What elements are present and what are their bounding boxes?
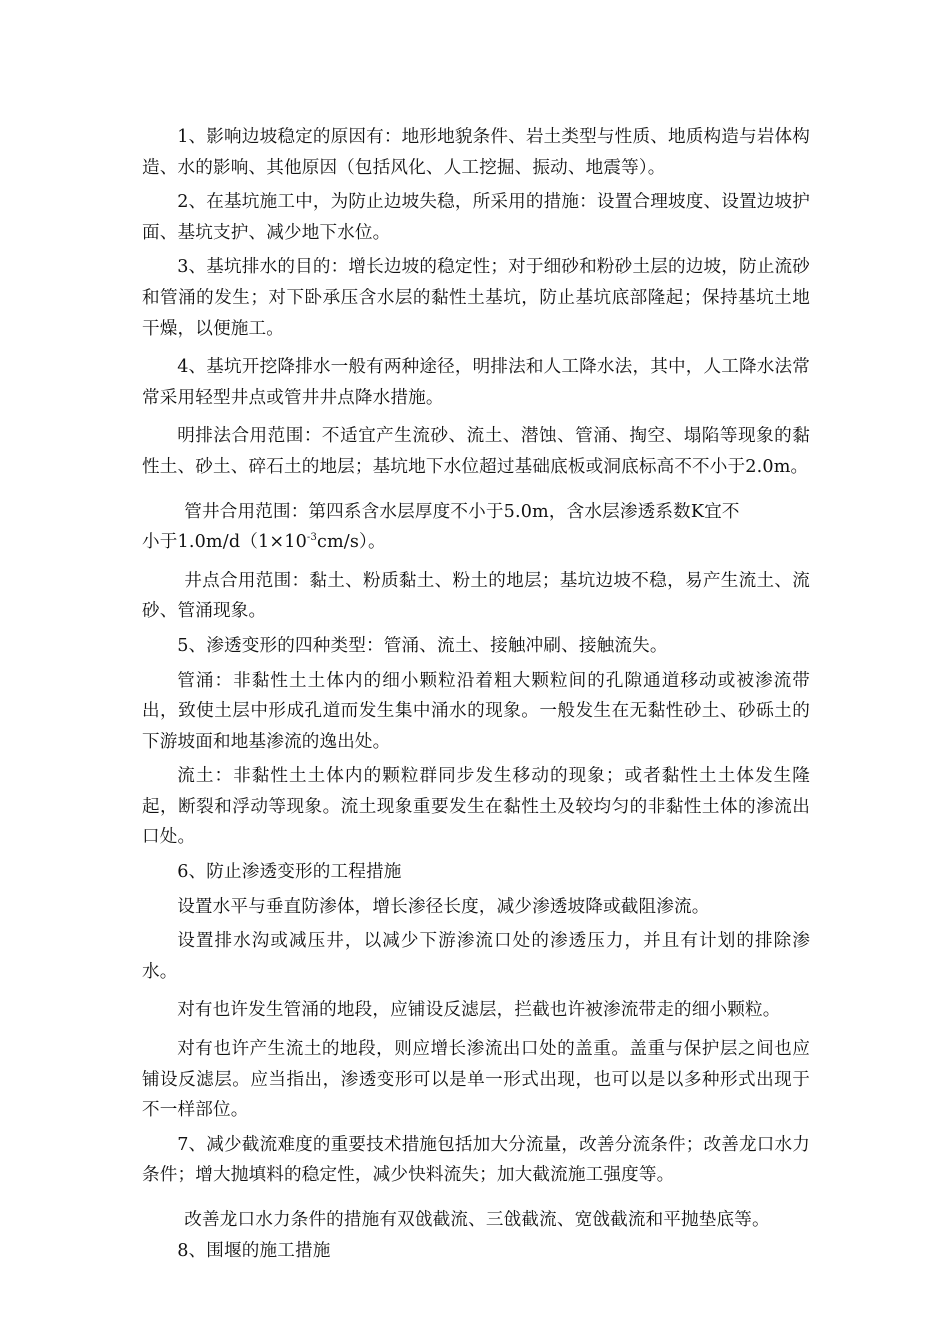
paragraph-piping-definition: 管涌：非黏性土土体内的细小颗粒沿着粗大颗粒间的孔隙通道移动或被渗流带出，致使土层中形成孔道而发生集中涌水的现象。一般发生在无黏性砂土、砂砾土的下游坡面和地基渗流的逸出处。 <box>142 670 810 752</box>
paragraph-slope-stability-factors: 1、影响边坡稳定的原因有：地形地貌条件、岩土类型与性质、地质构造与岩体构造、水的影响、其他原因（包括风化、人工挖掘、振动、地震等）。 <box>142 127 810 178</box>
paragraph-antiseepage-bodies: 设置水平与垂直防渗体，增长渗径长度，减少渗透坡降或截阻渗流。 <box>177 896 710 917</box>
exponent-superscript: -3 <box>306 532 317 544</box>
paragraph-open-drainage-scope: 明排法合用范围：不适宜产生流砂、流土、潜蚀、管涌、掏空、塌陷等现象的黏性土、砂土、碎石土的地层；基坑地下水位超过基础底板或洞底标高不不小于2.0m。 <box>142 426 810 477</box>
tube-well-scope-unit: cm/s）。 <box>316 532 386 553</box>
paragraph-tube-well-scope <box>142 497 810 558</box>
paragraph-pit-drainage-purpose: 3、基坑排水的目的：增长边坡的稳定性；对于细砂和粉砂土层的边坡，防止流砂和管涌的发生；对下卧承压含水层的黏性土基坑，防止基坑底部隆起；保持基坑土地干燥，以便施工。 <box>142 257 810 339</box>
paragraph-soil-flow-definition: 流土：非黏性土土体内的颗粒群同步发生移动的现象；或者黏性土土体发生隆起，断裂和浮动等现象。流土现象重要发生在黏性土及较均匀的非黏性土体的渗流出口处。 <box>142 766 810 848</box>
paragraph-closure-difficulty: 7、减少截流难度的重要技术措施包括加大分流量，改善分流条件；改善龙口水力条件；增大抛填料的稳定性，减少快料流失；加大截流施工强度等。 <box>142 1134 810 1186</box>
paragraph-dewatering-methods: 4、基坑开挖降排水一般有两种途径，明排法和人工降水法，其中，人工降水法常常采用轻型井点或管井井点降水措施。 <box>142 357 810 408</box>
paragraph-seepage-deformation-types: 5、渗透变形的四种类型：管涌、流土、接触冲刷、接触流失。 <box>177 635 668 656</box>
paragraph-drainage-relief-wells: 设置排水沟或减压井，以减少下游渗流口处的渗透压力，并且有计划的排除渗水。 <box>142 931 810 982</box>
heading-seepage-prevention: 6、防止渗透变形的工程措施 <box>177 862 402 883</box>
paragraph-filter-layer: 对有也许发生管涌的地段，应铺设反滤层，拦截也许被渗流带走的细小颗粒。 <box>177 1000 781 1021</box>
tube-well-scope-text: 小于1.0m/d（1×10 <box>142 532 307 553</box>
tube-well-scope-line-2 <box>100 527 386 558</box>
paragraph-well-point-scope: 井点合用范围：黏土、粉质黏土、粉土的地层；基坑边坡不稳，易产生流土、流砂、管涌现象。 <box>142 570 810 622</box>
paragraph-gap-hydraulics: 改善龙口水力条件的措施有双戗截流、三戗截流、宽戗截流和平抛垫底等。 <box>184 1210 770 1230</box>
tube-well-scope-line-1: 管井合用范围：第四系含水层厚度不小于5.0m，含水层渗透系数K宜不 <box>184 501 740 522</box>
document-body <box>142 122 810 1266</box>
paragraph-surcharge-weight: 对有也许产生流土的地段，则应增长渗流出口处的盖重。盖重与保护层之间也应铺设反滤层。应当指出，渗透变形可以是单一形式出现，也可以是以多种形式出现于不一样部位。 <box>142 1039 810 1121</box>
heading-cofferdam-measures: 8、围堰的施工措施 <box>177 1240 331 1261</box>
paragraph-slope-failure-measures: 2、在基坑施工中，为防止边坡失稳，所采用的措施：设置合理坡度、设置边坡护面、基坑支护、减少地下水位。 <box>142 192 810 243</box>
